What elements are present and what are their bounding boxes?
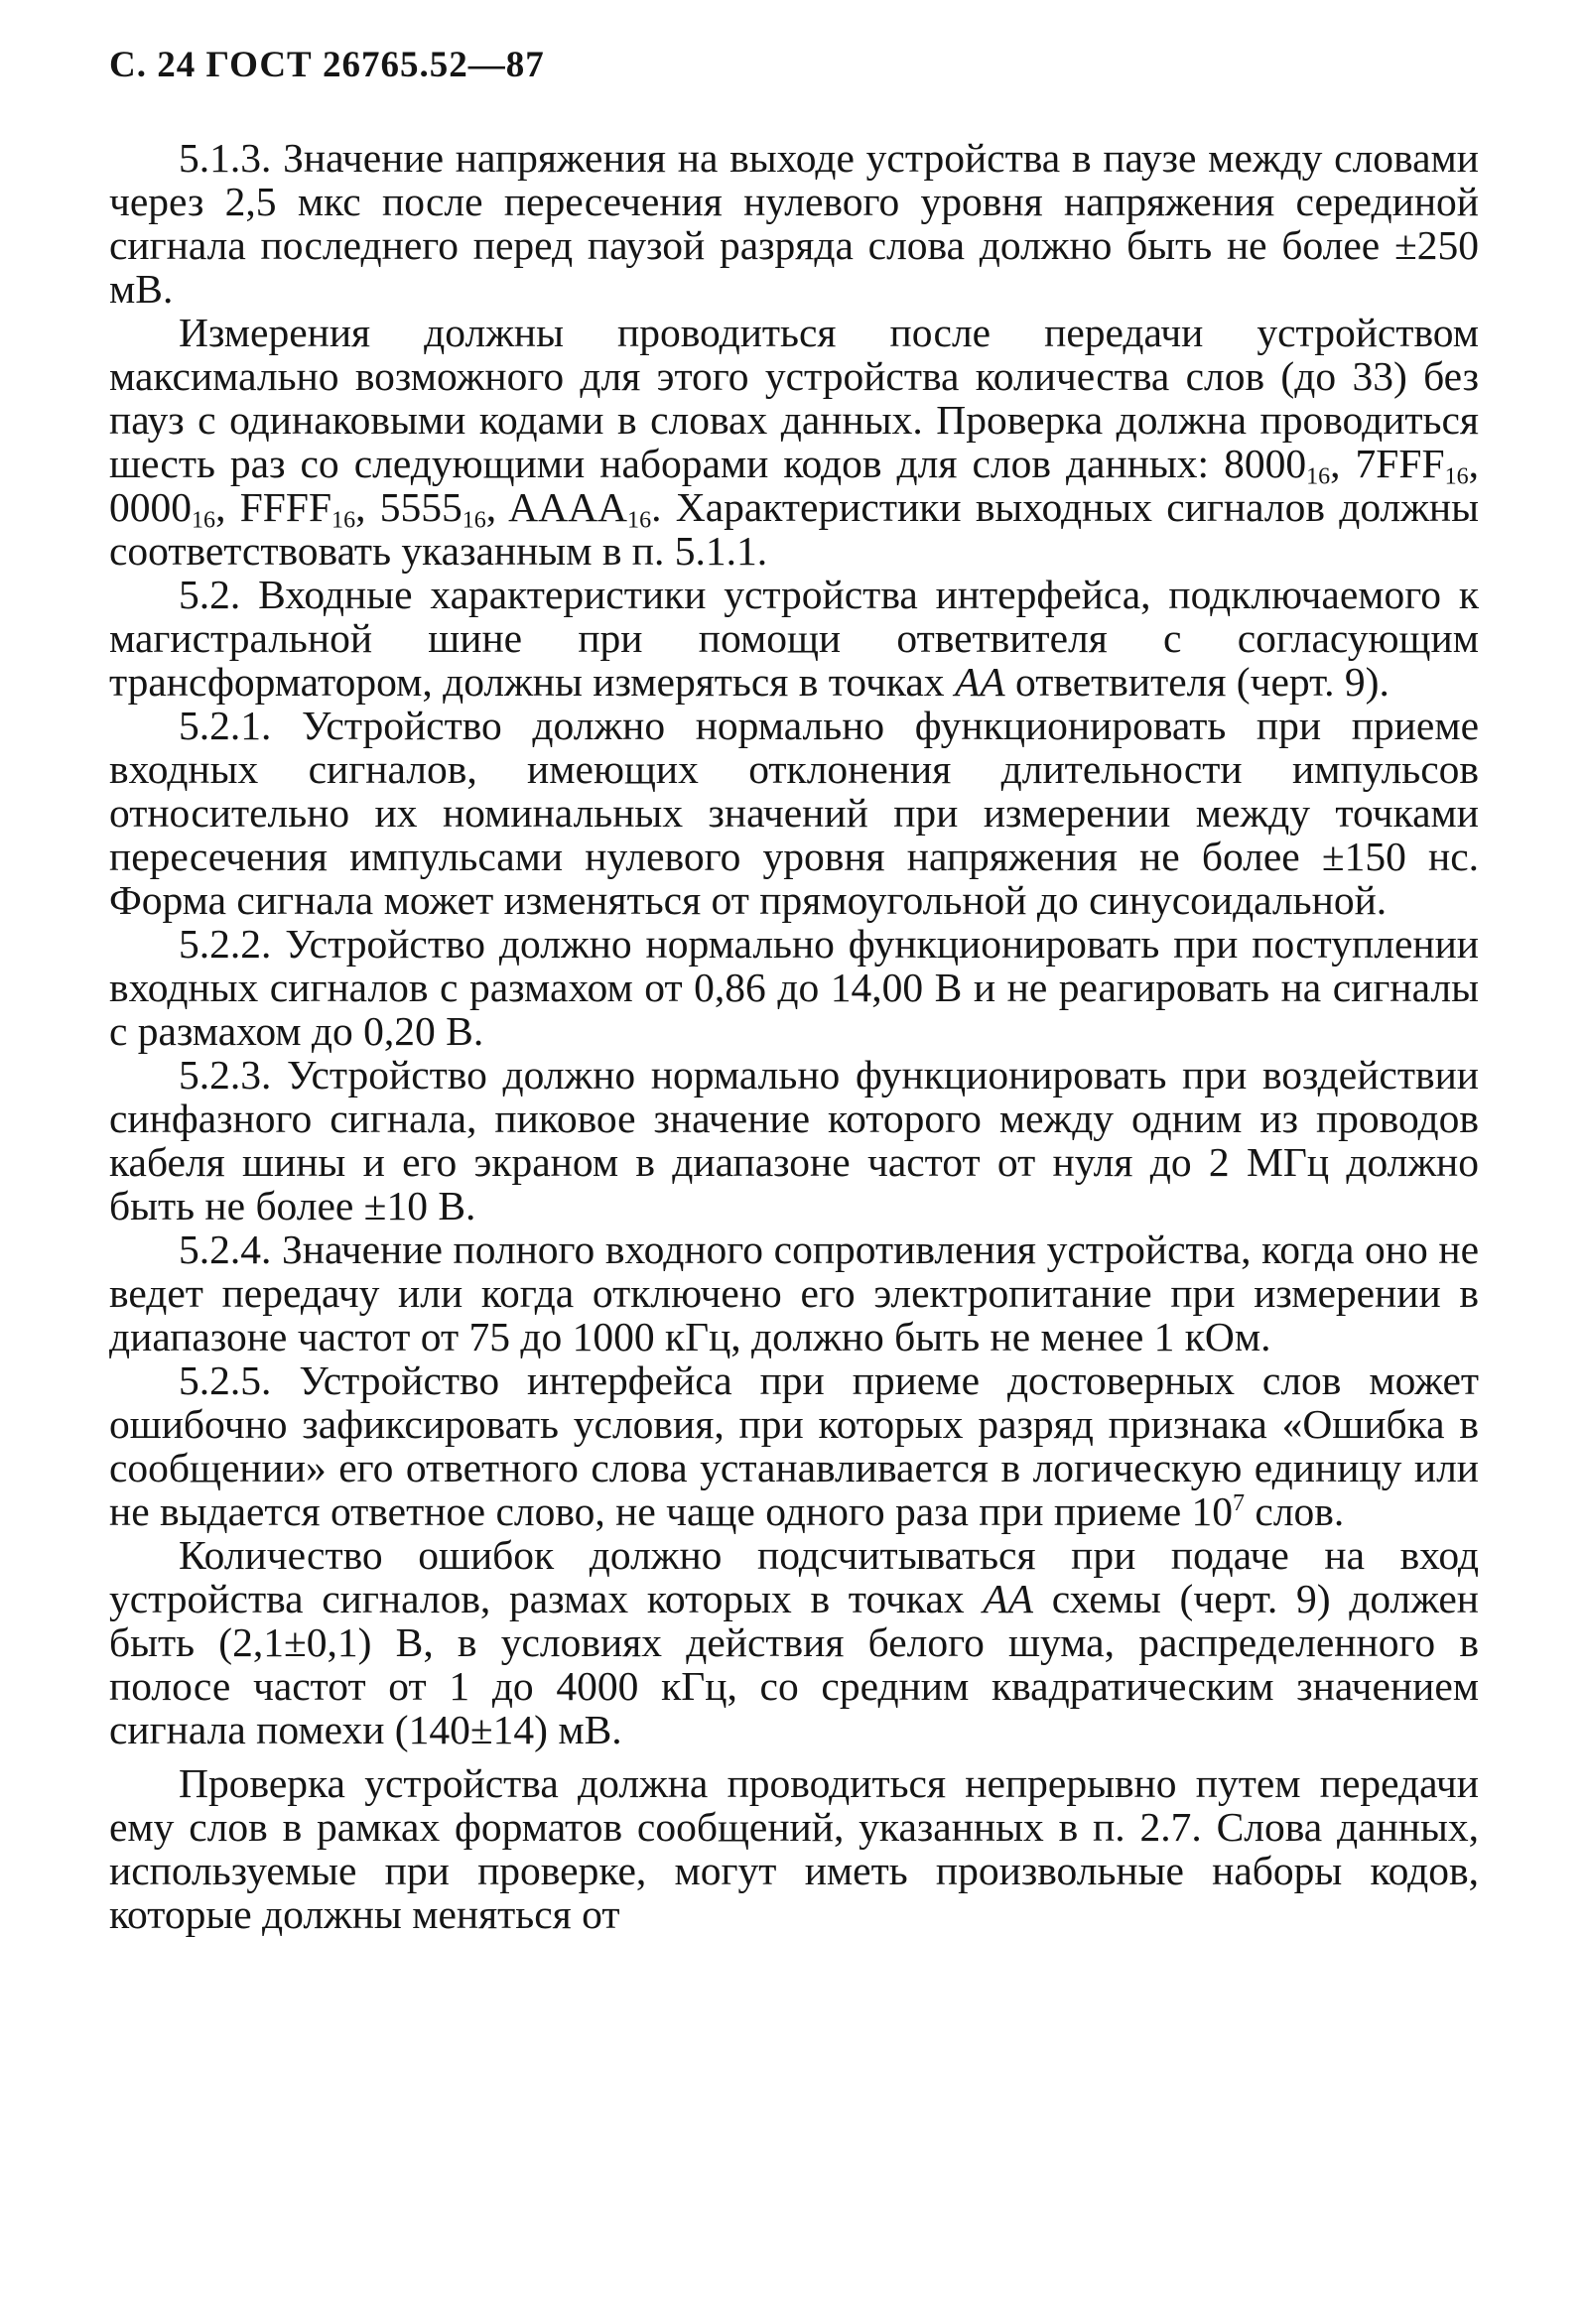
superscript: 7	[1233, 1490, 1246, 1517]
paragraph	[109, 704, 1479, 922]
subscript: 16	[192, 507, 216, 534]
subscript: 16	[462, 507, 486, 534]
text-run: ответвителя (черт. 9).	[1004, 659, 1390, 705]
paragraph	[109, 1227, 1479, 1358]
document-body	[109, 136, 1479, 1936]
paragraph	[109, 311, 1479, 573]
text-run: 5.2. Входные характеристики устройства интерфейса, подключаемого к магистральной шине при помощи ответвителя с согласующим трансформатором, должны измеряться в точках	[109, 572, 1479, 705]
italic-text: АА	[983, 1576, 1034, 1621]
text-run: , 7FFF	[1330, 441, 1445, 486]
text-run: 5.2.5. Устройство интерфейса при приеме достоверных слов может ошибочно зафиксировать условия, при которых разряд признака «Ошибка в сообщении» его ответного слова устанавливается в логическую единицу или не выдается ответное слово, не чаще одного раза при приеме 10	[109, 1357, 1479, 1534]
paragraph	[109, 1761, 1479, 1936]
text-run: , 0000	[109, 441, 1479, 530]
text-run: 5.2.3. Устройство должно нормально функционировать при воздействии синфазного сигнала, пиковое значение которого между одним из проводов кабеля шины и его экраном в диапазоне частот от нуля до 2 МГц должно быть не более ±10 В.	[109, 1052, 1479, 1228]
subscript: 16	[331, 507, 356, 534]
subscript: 16	[1306, 463, 1331, 490]
text-run: Измерения должны проводиться после передачи устройством максимально возможного для этого устройства количества слов (до 33) без пауз с одинаковыми кодами в словах данных. Проверка должна проводиться шесть раз со следующими наборами кодов для слов данных: 8000	[109, 310, 1479, 486]
subscript: 16	[627, 507, 652, 534]
text-run: Количество ошибок должно подсчитываться при подаче на вход устройства сигналов, размах которых в точках	[109, 1532, 1479, 1621]
paragraph	[109, 1053, 1479, 1227]
subscript: 16	[1444, 463, 1469, 490]
text-run: 5.2.4. Значение полного входного сопротивления устройства, когда оно не ведет передачу или когда отключено его электропитание при измерении в диапазоне частот от 75 до 1000 кГц, должно быть не менее 1 кОм.	[109, 1227, 1479, 1359]
text-run: , 5555	[355, 484, 463, 530]
text-run: , AAAA	[485, 484, 628, 530]
text-run: . Характеристики выходных сигналов должны соответствовать указанным в п. 5.1.1.	[109, 484, 1479, 574]
paragraph	[109, 1533, 1479, 1751]
paragraph	[109, 573, 1479, 704]
italic-text: АА	[954, 659, 1005, 705]
page-header: С. 24 ГОСТ 26765.52—87	[109, 45, 545, 85]
paragraph	[109, 922, 1479, 1053]
paragraph	[109, 136, 1479, 311]
text-run: 5.2.1. Устройство должно нормально функционировать при приеме входных сигналов, имеющих отклонения длительности импульсов относительно их номинальных значений при измерении между точками пересечения импульсами нулевого уровня напряжения не более ±150 нс. Форма сигнала может изменяться от прямоугольной до синусоидальной.	[109, 703, 1479, 923]
text-run: 5.1.3. Значение напряжения на выходе устройства в паузе между словами через 2,5 мкс после пересечения нулевого уровня напряжения серединой сигнала последнего перед паузой разряда слова должно быть не более ±250 мВ.	[109, 135, 1479, 312]
text-run: схемы (черт. 9) должен быть (2,1±0,1) В, в условиях действия белого шума, распределенного в полосе частот от 1 до 4000 кГц, со средним квадратическим значением сигнала помехи (140±14) мВ.	[109, 1576, 1479, 1752]
paragraph	[109, 1358, 1479, 1533]
text-run: слов.	[1245, 1488, 1345, 1534]
text-run: , FFFF	[215, 484, 332, 530]
text-run: 5.2.2. Устройство должно нормально функционировать при поступлении входных сигналов с размахом от 0,86 до 14,00 В и не реагировать на сигналы с размахом до 0,20 В.	[109, 921, 1479, 1054]
text-run: Проверка устройства должна проводиться непрерывно путем передачи ему слов в рамках форматов сообщений, указанных в п. 2.7. Слова данных, используемые при проверке, могут иметь произвольные наборы кодов, которые должны меняться от	[109, 1760, 1479, 1937]
